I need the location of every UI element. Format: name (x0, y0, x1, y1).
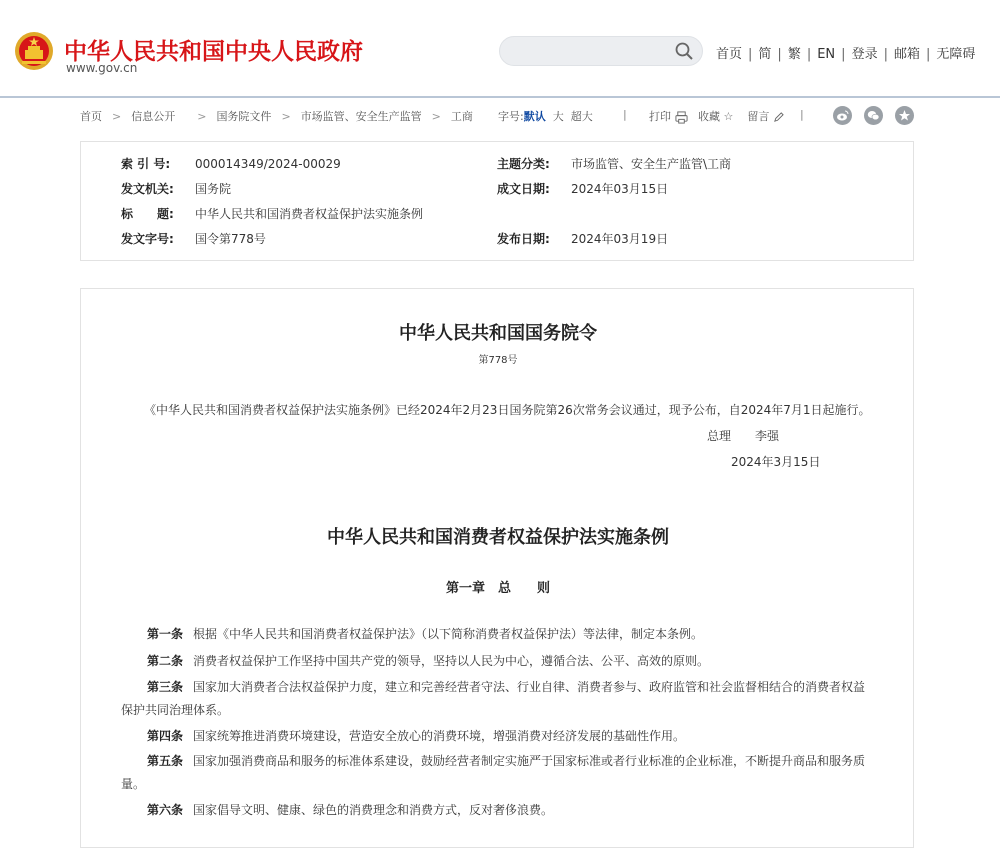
article-text: 国家加大消费者合法权益保护力度，建立和完善经营者守法、行业自律、消费者参与、政府监管和社会监督相结合的消费者权益保护共同治理体系。 (121, 680, 866, 717)
article (147, 623, 897, 646)
signer: 总理 李强 (707, 429, 780, 443)
regulation-title: 中华人民共和国消费者权益保护法实施条例 (327, 527, 669, 548)
article-number: 第四条 (147, 729, 184, 743)
site-title[interactable]: 中华人民共和国中央人民政府 (64, 39, 363, 65)
site-header (0, 0, 1000, 96)
meta-date-written: 成文日期: 2024年03月15日 (497, 182, 669, 196)
search-box (499, 36, 703, 66)
star-share-icon[interactable] (895, 106, 914, 125)
article-number: 第六条 (147, 803, 184, 817)
breadcrumb-market-supervision[interactable]: 市场监管、安全生产监管 (300, 110, 422, 123)
article (147, 725, 897, 748)
breadcrumb-state-council-docs[interactable]: 国务院文件 (216, 110, 272, 123)
font-size-label: 字号: (498, 110, 524, 123)
chevron-right-icon: > (281, 110, 291, 123)
link-simplified[interactable]: 简 (758, 47, 772, 62)
meta-issuer: 发文机关: 国务院 (121, 182, 232, 196)
font-size-xlarge[interactable]: 超大 (570, 110, 593, 123)
document-meta (80, 141, 914, 261)
divider: | (925, 47, 931, 62)
divider: | (806, 47, 812, 62)
article (147, 799, 897, 822)
printer-icon (675, 111, 688, 124)
document-content (80, 288, 914, 848)
chapter-heading: 第一章 总 则 (445, 581, 550, 596)
wechat-icon[interactable] (864, 106, 883, 125)
divider: | (800, 108, 804, 121)
meta-topic: 主题分类: 市场监管、安全生产监管\工商 (497, 157, 732, 171)
divider: | (841, 47, 846, 62)
weibo-icon[interactable] (833, 106, 852, 125)
meta-index: 索 引 号: 000014349/2024-00029 (121, 157, 341, 171)
font-size-default[interactable]: 默认 (523, 110, 546, 123)
national-emblem-icon[interactable] (14, 31, 54, 71)
favorite-label: 收藏 (698, 110, 720, 123)
header-divider (0, 96, 1000, 98)
article-number: 第一条 (147, 627, 184, 641)
comment-label: 留言 (747, 110, 770, 123)
top-links (716, 43, 975, 62)
divider: | (883, 47, 888, 62)
article-text: 消费者权益保护工作坚持中国共产党的领导，坚持以人民为中心，遵循合法、公平、高效的原则。 (193, 654, 710, 668)
publication-statement: 《中华人民共和国消费者权益保护法实施条例》已经2024年2月23日国务院第26次常务会议通过，现予公布，自2024年7月1日起施行。 (144, 403, 871, 417)
breadcrumb-commerce[interactable]: 工商 (450, 110, 473, 123)
article-text: 根据《中华人民共和国消费者权益保护法》（以下简称消费者权益保护法）等法律，制定本条例。 (193, 627, 704, 641)
article (147, 650, 897, 673)
chevron-right-icon: > (431, 110, 441, 123)
divider: | (748, 47, 753, 62)
link-mail[interactable]: 邮箱 (893, 47, 920, 62)
article-number: 第二条 (147, 654, 184, 668)
link-login[interactable]: 登录 (851, 47, 878, 62)
link-accessibility[interactable]: 无障碍 (936, 47, 976, 62)
divider: | (623, 108, 627, 121)
chevron-right-icon: > (112, 110, 122, 123)
link-traditional[interactable]: 繁 (787, 47, 801, 62)
breadcrumb-home[interactable]: 首页 (80, 110, 102, 123)
article-text: 国家统筹推进消费环境建设，营造安全放心的消费环境，增强消费对经济发展的基础性作用。 (193, 729, 686, 743)
breadcrumb-info-public[interactable]: 信息公开 (131, 110, 176, 123)
article-number: 第五条 (147, 754, 184, 768)
article (121, 750, 871, 796)
print-button[interactable] (649, 110, 688, 123)
article-number: 第三条 (147, 680, 184, 694)
meta-title: 标 题: 中华人民共和国消费者权益保护法实施条例 (121, 207, 424, 221)
breadcrumb (80, 108, 920, 130)
search-icon[interactable] (674, 41, 694, 61)
print-label: 打印 (649, 110, 671, 123)
article-text: 国家加强消费商品和服务的标准体系建设，鼓励经营者制定实施严于国家标准或者行业标准的企业标准，不断提升商品和服务质量。 (121, 754, 866, 791)
star-icon: ☆ (723, 110, 734, 123)
link-home[interactable]: 首页 (716, 47, 743, 62)
link-english[interactable]: EN (817, 47, 836, 62)
order-title: 中华人民共和国国务院令 (399, 323, 597, 344)
order-number: 第778号 (478, 355, 518, 366)
article (121, 676, 871, 722)
meta-publish-date: 发布日期: 2024年03月19日 (497, 232, 669, 246)
search-input[interactable] (514, 42, 668, 62)
divider: | (777, 47, 782, 62)
article-text: 国家倡导文明、健康、绿色的消费理念和消费方式，反对奢侈浪费。 (193, 803, 554, 817)
favorite-button[interactable] (698, 110, 733, 123)
site-url[interactable]: www.gov.cn (66, 61, 138, 75)
font-size-large[interactable]: 大 (552, 110, 564, 123)
comment-button[interactable] (747, 110, 784, 123)
meta-doc-no: 发文字号: 国令第778号 (121, 232, 266, 246)
sign-date: 2024年3月15日 (731, 455, 821, 469)
chevron-right-icon: > (197, 110, 207, 123)
pencil-icon (773, 112, 784, 123)
